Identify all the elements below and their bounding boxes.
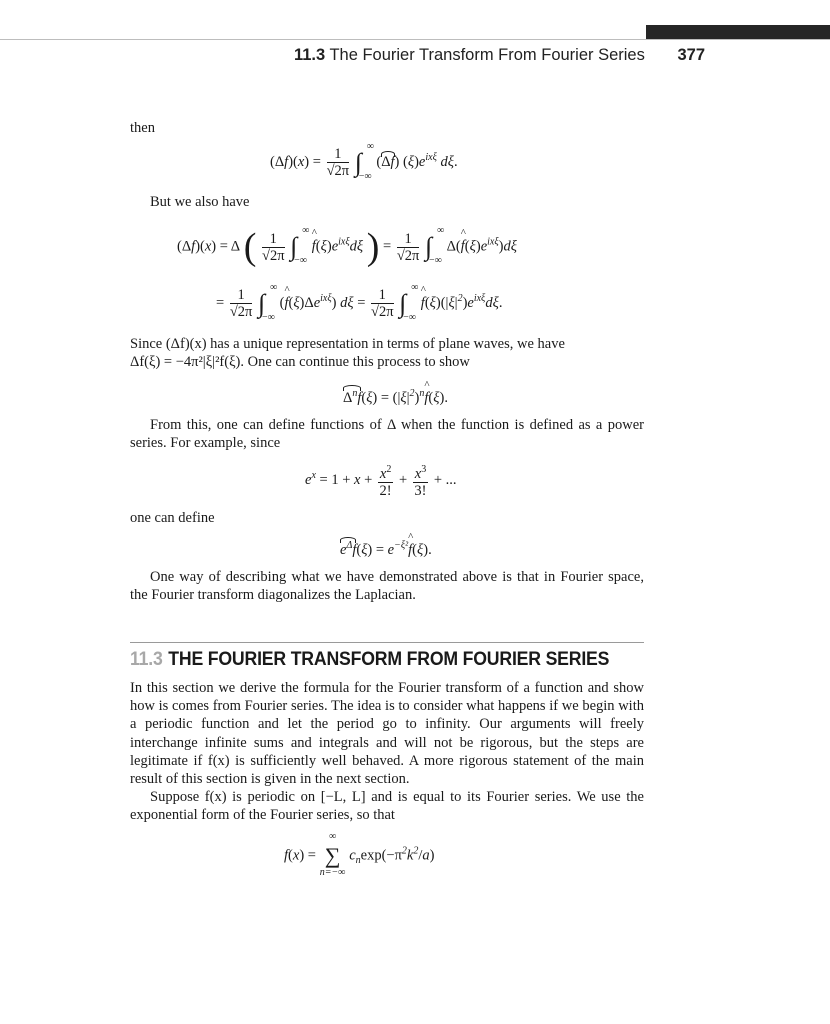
running-header [280,46,705,65]
paragraph-since-line-2: Δf(ξ) = −4π²|ξ|²f(ξ). One can continue this process to show [130,354,470,371]
page-number: 377 [677,46,705,64]
equation-3: $\Delta^nf(\xi)$ = $(|\xi|^2)^n\^{}$ f(ξ). [343,388,448,407]
paragraph-since [130,335,644,371]
section-heading [130,649,609,671]
running-header-section-number: 11.3 [293,46,326,64]
section-title: THE FOURIER TRANSFORM FROM FOURIER SERIES [168,649,610,670]
equation-2-line-1: (Δf)(x) = Δ ( $\frac{1}{√2\pi}$ ∫ ∞ −∞ ^ $f(\xi)e^{ix\xi}d\xi$ ) = $\frac{1}{√2\pi}$ ∫ ∞ −∞ Δ(^ $f(\xi)e^{ix\xi})d\xi$ [177,228,517,266]
paragraph-since-line-1: Since (Δf)(x) has a unique representation in terms of plane waves, we have [130,336,565,352]
equation-5: $e^\Delta f(\xi)$ = $e^{-\xi^2}\^{}$ f(ξ). [340,540,432,559]
paragraph-from-this: From this, one can define functions of Δ when the function is defined as a power series. For example, since [130,417,644,452]
header-rule [0,39,830,40]
header-bar [646,25,830,40]
equation-2-line-2: = $\frac{1}{√2\pi}$ ∫ ∞ −∞ (^ $f(\xi)\Delta e^{ix\xi}$) dξ = $\frac{1}{√2\pi}$ ∫ ∞ −∞ ^ $f(\xi)(|\xi|^2)e^{ix\xi}d\xi$. [216,287,502,320]
running-header-title: The Fourier Transform From Fourier Series [329,46,645,64]
section-paragraph-2: Suppose f(x) is periodic on [−L, L] and is equal to its Fourier series. We use the exponential form of the Fourier series, so that [130,789,644,824]
section-number: 11.3 [130,649,163,670]
paragraph-one-way: One way of describing what we have demonstrated above is that in Fourier space, the Fourier transform diagonalizes the Laplacian. [130,569,644,604]
text-but-we-also-have: But we also have [150,194,250,210]
section-rule [130,642,644,643]
equation-1: (Δf)(x) = $\frac{1}{√2\pi}$ ∫ ∞ −∞ (Δf) $(\xi)e^{ix\xi}$ dξ. [270,140,458,182]
text-one-can-define: one can define [130,510,215,526]
text-then: then [130,120,155,136]
equation-4: $e^x = 1 + x$ + $\frac{x^2}{2!}$ + $\frac{x^3}{3!}$ + ... [305,464,457,499]
section-paragraph-1: In this section we derive the formula for the Fourier transform of a function and show how is comes from Fourier series. The idea is to consider what happens if we begin with a periodic function and let the period go to infinity. Our arguments will freely interchange infinite sums and integrals and will not be rigorous, but the steps are legitimate if f(x) is sufficiently well behaved. A more rigorous statement of the main result of this section is given in the next section. [130,680,644,788]
equation-6: f(x) = ∑ ∞ n=−∞ $c_n\exp(-\pi^2k^2/a)$ [284,831,435,878]
